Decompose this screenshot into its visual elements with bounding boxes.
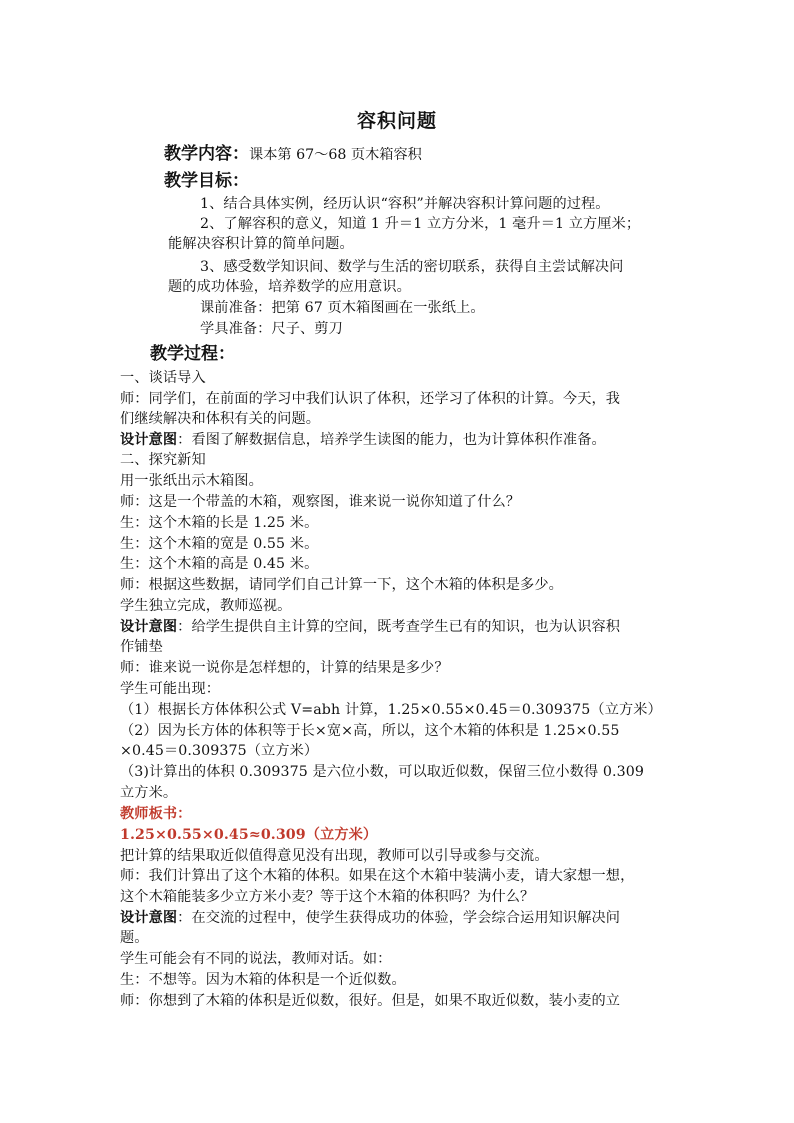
student-line: 生：不想等。因为木箱的体积是一个近似数。 xyxy=(120,972,406,988)
teacher-line: 师：你想到了木箱的体积是近似数，很好。但是，如果不取近似数，装小麦的立 xyxy=(120,993,621,1009)
design-intent-text: ：给学生提供自主计算的空间，既考查学生已有的知识，也为认识容积 xyxy=(177,619,621,635)
design-intent-3 xyxy=(120,908,680,928)
teaching-content-value: 课本第 67～68 页木箱容积 xyxy=(249,147,422,163)
answer-3: （3)计算出的体积 0.309375 是六位小数，可以取近似数，保留三位小数得 0.309 xyxy=(120,764,644,780)
answer-2: （2）因为长方体的体积等于长×宽×高，所以，这个木箱的体积是 1.25×0.55 xyxy=(120,723,620,739)
teacher-line: 师：谁来说一说你是怎样想的，计算的结果是多少？ xyxy=(120,660,449,676)
paragraph: 学生独立完成，教师巡视。 xyxy=(120,598,292,614)
section-2-heading: 二、探究新知 xyxy=(120,452,206,468)
tool-preparation: 学具准备：尺子、剪刀 xyxy=(200,321,343,337)
student-line: 生：这个木箱的宽是 0.55 米。 xyxy=(120,536,319,552)
design-intent-label: 设计意图 xyxy=(120,910,178,926)
teacher-line: 师：根据这些数据，请同学们自己计算一下，这个木箱的体积是多少。 xyxy=(120,577,563,593)
board-writing-formula: 1.25×0.55×0.45≈0.309（立方米） xyxy=(120,827,378,843)
answer-2-cont: ×0.45＝0.309375（立方米） xyxy=(120,743,319,759)
design-intent-3-cont: 题。 xyxy=(120,930,149,946)
teaching-content-row xyxy=(164,143,422,166)
paragraph: 学生可能出现： xyxy=(120,681,221,697)
design-intent-label: 设计意图 xyxy=(120,619,178,635)
paragraph: 学生可能会有不同的说法，教师对话。如： xyxy=(120,951,392,967)
board-writing-label: 教师板书： xyxy=(120,806,192,822)
goal-3b: 题的成功体验，培养数学的应用意识。 xyxy=(168,279,411,295)
teaching-goals-label: 教学目标： xyxy=(164,171,249,191)
paragraph: 用一张纸出示木箱图。 xyxy=(120,473,263,489)
paragraph: 把计算的结果取近似值得意见没有出现，教师可以引导或参与交流。 xyxy=(120,848,549,864)
design-intent-label: 设计意图 xyxy=(120,432,178,448)
design-intent-text: ：看图了解数据信息，培养学生读图的能力，也为计算体积作准备。 xyxy=(177,432,606,448)
design-intent-2-cont: 作铺垫 xyxy=(120,639,163,655)
answer-3-cont: 立方米。 xyxy=(120,785,178,801)
teaching-content-label: 教学内容： xyxy=(164,144,249,164)
teacher-line: 师：同学们，在前面的学习中我们认识了体积，还学习了体积的计算。今天，我 xyxy=(120,391,621,407)
teacher-line-cont: 们继续解决和体积有关的问题。 xyxy=(120,411,321,427)
teaching-process-label: 教学过程： xyxy=(150,344,235,364)
design-intent-text: ：在交流的过程中，使学生获得成功的体验，学会综合运用知识解决问 xyxy=(177,910,621,926)
answer-1: （1）根据长方体体积公式 V=abh 计算，1.25×0.55×0.45＝0.309375（立方米） xyxy=(120,702,662,718)
design-intent-2 xyxy=(120,617,680,637)
student-line: 生：这个木箱的高是 0.45 米。 xyxy=(120,556,319,572)
teacher-line-cont: 这个木箱能装多少立方米小麦？等于这个木箱的体积吗？为什么？ xyxy=(120,889,535,905)
goal-2a: 2、了解容积的意义，知道 1 升＝1 立方分米，1 毫升＝1 立方厘米； xyxy=(200,216,641,232)
student-line: 生：这个木箱的长是 1.25 米。 xyxy=(120,515,319,531)
design-intent-1 xyxy=(120,430,680,450)
teacher-line: 师：我们计算出了这个木箱的体积。如果在这个木箱中装满小麦，请大家想一想， xyxy=(120,868,635,884)
section-1-heading: 一、谈话导入 xyxy=(120,370,206,386)
class-preparation: 课前准备：把第 67 页木箱图画在一张纸上。 xyxy=(200,300,485,316)
goal-1: 1、结合具体实例，经历认识“容积”并解决容积计算问题的过程。 xyxy=(200,196,610,212)
teacher-line: 师：这是一个带盖的木箱，观察图，谁来说一说你知道了什么？ xyxy=(120,494,521,510)
goal-2b: 能解决容积计算的简单问题。 xyxy=(168,236,354,252)
document-title: 容积问题 xyxy=(356,110,437,132)
goal-3a: 3、感受数学知识间、数学与生活的密切联系，获得自主尝试解决问 xyxy=(200,259,624,275)
